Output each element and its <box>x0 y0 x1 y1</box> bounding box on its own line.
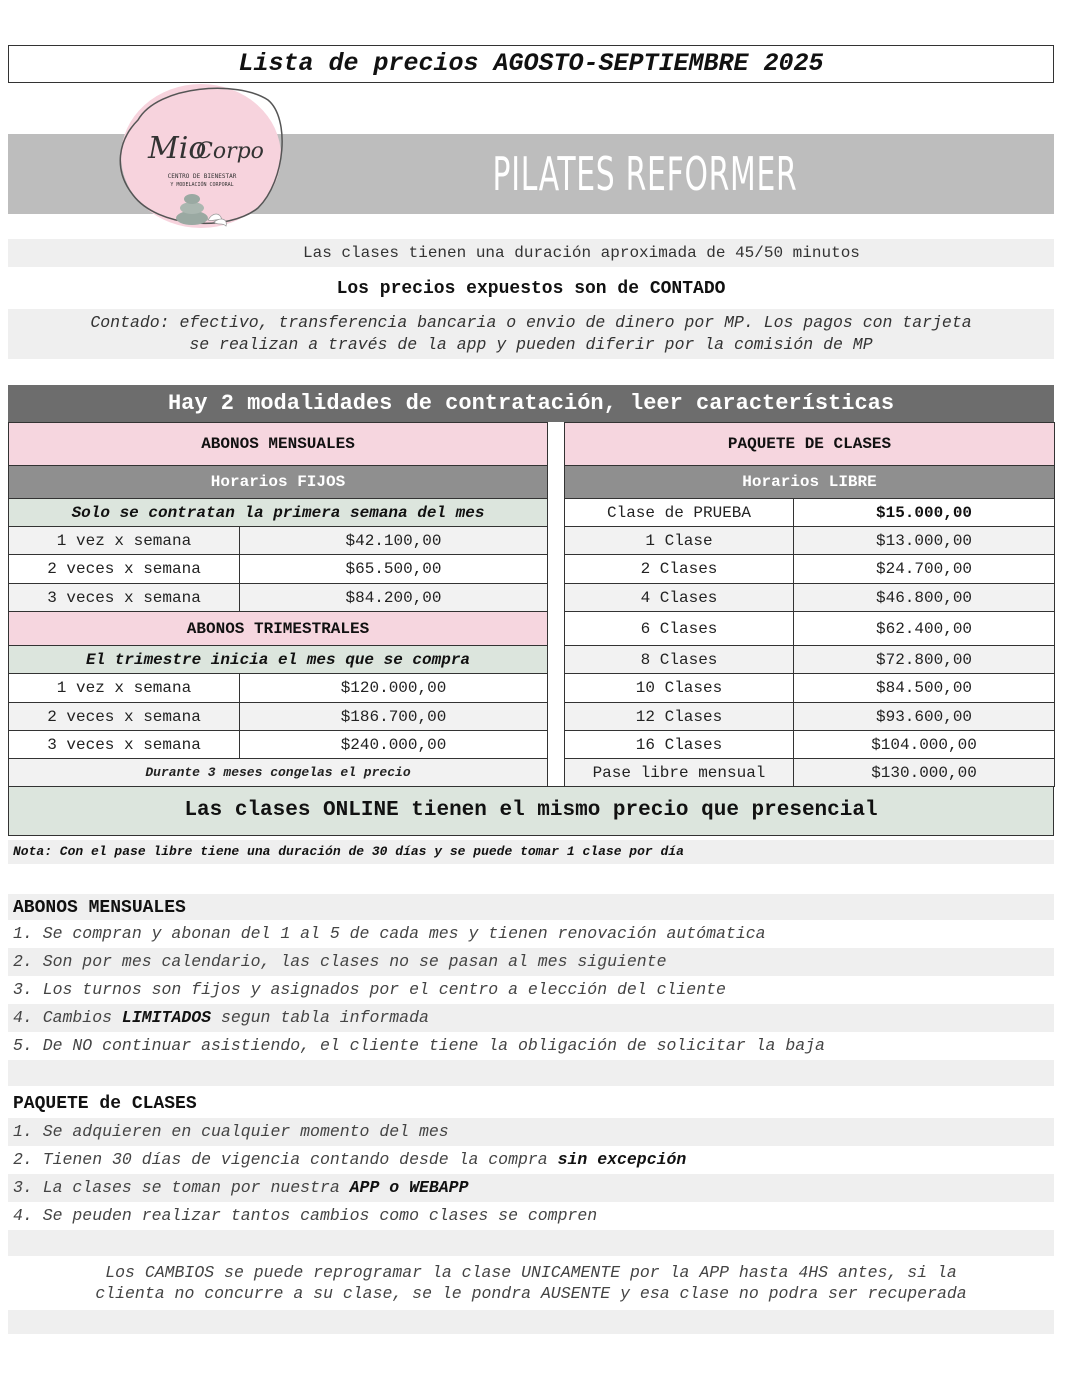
row-price: $13.000,00 <box>794 527 1055 555</box>
package-item-3-bold: APP o WEBAPP <box>349 1178 469 1197</box>
monthly-note: Solo se contratan la primera semana del mes <box>9 499 548 527</box>
row-price: $120.000,00 <box>240 674 548 703</box>
row-label: 2 veces x semana <box>9 555 240 584</box>
free-pass-note: Nota: Con el pase libre tiene una duración de 30 días y se puede tomar 1 clase por día <box>8 840 1054 864</box>
table-row <box>9 527 548 555</box>
monthly-conditions <box>8 894 1054 1086</box>
package-section-title: PAQUETE de CLASES <box>13 1094 197 1114</box>
row-label: 6 Clases <box>565 612 794 646</box>
package-item-2-pre: 2. Tienen 30 días de vigencia contando desde la compra <box>13 1150 558 1169</box>
monthly-item-1: 1. Se compran y abonan del 1 al 5 de cada mes y tienen renovación autómatica <box>13 924 766 943</box>
freeze-note: Durante 3 meses congelas el precio <box>9 759 548 787</box>
table-row <box>9 703 548 731</box>
banner-title: PILATES REFORMER <box>492 147 798 201</box>
monthly-item-2: 2. Son por mes calendario, las clases no se pasan al mes siguiente <box>8 948 1054 976</box>
package-item-2-bold: sin excepción <box>557 1150 687 1169</box>
monthly-item-4-post: segun tabla informada <box>211 1008 429 1027</box>
monthly-title: ABONOS MENSUALES <box>9 423 548 466</box>
row-price: $42.100,00 <box>240 527 548 555</box>
row-label: 10 Clases <box>565 674 794 703</box>
row-price: $240.000,00 <box>240 731 548 759</box>
table-row <box>565 759 1055 787</box>
right-price-table <box>564 422 1055 787</box>
duration-band <box>8 239 1054 267</box>
table-row <box>9 555 548 584</box>
monthly-item-4-bold: LIMITADOS <box>121 1008 212 1027</box>
table-row <box>9 674 548 703</box>
spacer-band <box>8 1230 1054 1256</box>
row-price: $93.600,00 <box>794 703 1055 731</box>
monthly-item-4-pre: 4. Cambios <box>13 1008 122 1027</box>
logo-brand-2: Corpo <box>196 139 264 164</box>
logo-tagline-1: CENTRO DE BIENESTAR <box>167 173 237 180</box>
table-row <box>565 703 1055 731</box>
payment-line-1: Contado: efectivo, transferencia bancaria o envio de dinero por MP. Los pagos con tarjeta <box>90 313 972 332</box>
table-row <box>565 731 1055 759</box>
page-title: Lista de precios AGOSTO-SEPTIEMBRE 2025 <box>8 45 1054 83</box>
row-price: $24.700,00 <box>794 555 1055 584</box>
table-row <box>565 527 1055 555</box>
online-note: Las clases ONLINE tienen el mismo precio que presencial <box>8 786 1054 836</box>
changes-note-line-1: Los CAMBIOS se puede reprogramar la clase UNICAMENTE por la APP hasta 4HS antes, si la <box>105 1263 957 1282</box>
row-label: 3 veces x semana <box>9 731 240 759</box>
payment-note <box>8 309 1054 359</box>
row-price: $104.000,00 <box>794 731 1055 759</box>
cash-notice: Los precios expuestos son de CONTADO <box>336 279 726 299</box>
row-price: $130.000,00 <box>794 759 1055 787</box>
package-schedule: Horarios LIBRE <box>565 466 1055 499</box>
logo-brand-1: Mio <box>148 131 207 166</box>
logo-tagline-2: Y MODELACIÓN CORPORAL <box>170 182 234 188</box>
bottom-band <box>8 1310 1054 1334</box>
row-price: $84.200,00 <box>240 584 548 612</box>
package-item-4: 4. Se peuden realizar tantos cambios como clases se compren <box>13 1206 598 1225</box>
table-row <box>9 731 548 759</box>
row-label: 2 Clases <box>565 555 794 584</box>
table-row <box>565 584 1055 612</box>
table-row <box>9 584 548 612</box>
package-item-2 <box>8 1146 1054 1174</box>
row-price: $65.500,00 <box>240 555 548 584</box>
row-label: 8 Clases <box>565 646 794 674</box>
monthly-item-5: 5. De NO continuar asistiendo, el cliente tiene la obligación de solicitar la baja <box>13 1036 825 1055</box>
table-row <box>565 499 1055 527</box>
table-row <box>565 612 1055 646</box>
row-price: $15.000,00 <box>794 499 1055 527</box>
monthly-item-3: 3. Los turnos son fijos y asignados por el centro a elección del cliente <box>13 980 726 999</box>
row-label: 1 Clase <box>565 527 794 555</box>
quarterly-title: ABONOS TRIMESTRALES <box>9 612 548 646</box>
row-price: $62.400,00 <box>794 612 1055 646</box>
row-label: 4 Clases <box>565 584 794 612</box>
payment-line-2: se realizan a través de la app y pueden diferir por la comisión de MP <box>189 335 873 354</box>
row-label: 2 veces x semana <box>9 703 240 731</box>
row-price: $84.500,00 <box>794 674 1055 703</box>
row-price: $46.800,00 <box>794 584 1055 612</box>
row-label: Clase de PRUEBA <box>565 499 794 527</box>
package-conditions <box>8 1090 1054 1256</box>
logo <box>118 80 284 232</box>
row-label: 3 veces x semana <box>9 584 240 612</box>
package-item-3-pre: 3. La clases se toman por nuestra <box>13 1178 350 1197</box>
changes-note-line-2: clienta no concurre a su clase, se le pondra AUSENTE y esa clase no podra ser recuperada <box>95 1284 967 1303</box>
quarterly-note: El trimestre inicia el mes que se compra <box>9 646 548 674</box>
monthly-item-4 <box>8 1004 1054 1032</box>
row-price: $186.700,00 <box>240 703 548 731</box>
changes-note <box>8 1262 1054 1308</box>
left-price-table <box>8 422 548 787</box>
duration-text: Las clases tienen una duración aproximada de 45/50 minutos <box>303 244 860 262</box>
table-row <box>565 674 1055 703</box>
package-item-3 <box>8 1174 1054 1202</box>
table-row <box>565 555 1055 584</box>
monthly-schedule: Horarios FIJOS <box>9 466 548 499</box>
package-item-1: 1. Se adquieren en cualquier momento del mes <box>8 1118 1054 1146</box>
row-label: 12 Clases <box>565 703 794 731</box>
row-label: 1 vez x semana <box>9 527 240 555</box>
package-title: PAQUETE DE CLASES <box>565 423 1055 466</box>
spacer-band <box>8 1060 1054 1086</box>
modalities-header: Hay 2 modalidades de contratación, leer características <box>8 385 1054 422</box>
row-label: 16 Clases <box>565 731 794 759</box>
table-row <box>565 646 1055 674</box>
row-price: $72.800,00 <box>794 646 1055 674</box>
row-label: 1 vez x semana <box>9 674 240 703</box>
monthly-section-title: ABONOS MENSUALES <box>8 894 1054 920</box>
row-label: Pase libre mensual <box>565 759 794 787</box>
